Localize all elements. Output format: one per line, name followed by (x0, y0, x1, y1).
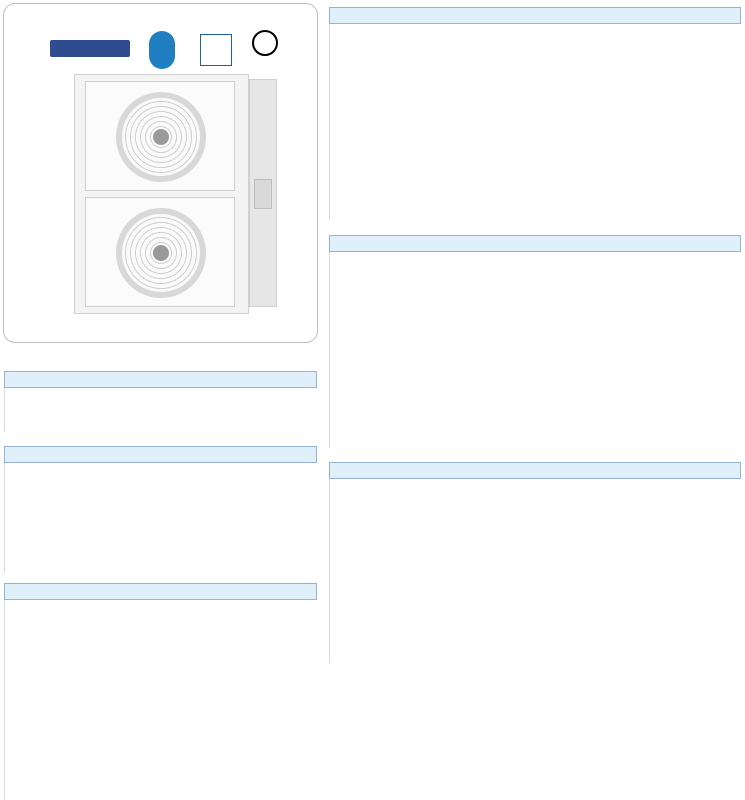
efficiency-title (4, 371, 317, 388)
energy-star-logo (200, 34, 232, 66)
valve-cover (254, 179, 272, 209)
piping-table (329, 479, 741, 663)
outdoor-unit-image (74, 74, 249, 314)
neep-logo (149, 31, 175, 69)
piping-title (329, 462, 741, 479)
outdoor-spec-table (329, 24, 741, 220)
perf-heating-table (4, 600, 317, 800)
electrical-title (329, 235, 741, 252)
fan-grille-top (85, 81, 235, 191)
perf-cooling-title (4, 446, 317, 463)
fan-grille-bottom (85, 197, 235, 307)
ahri-logo (50, 40, 130, 57)
etl-logo (249, 30, 281, 70)
perf-cooling-table (4, 463, 317, 573)
product-image-panel (3, 3, 318, 343)
outdoor-spec-title (329, 7, 741, 24)
perf-heating-title (4, 583, 317, 600)
efficiency-table (4, 388, 317, 432)
electrical-table (329, 252, 741, 448)
